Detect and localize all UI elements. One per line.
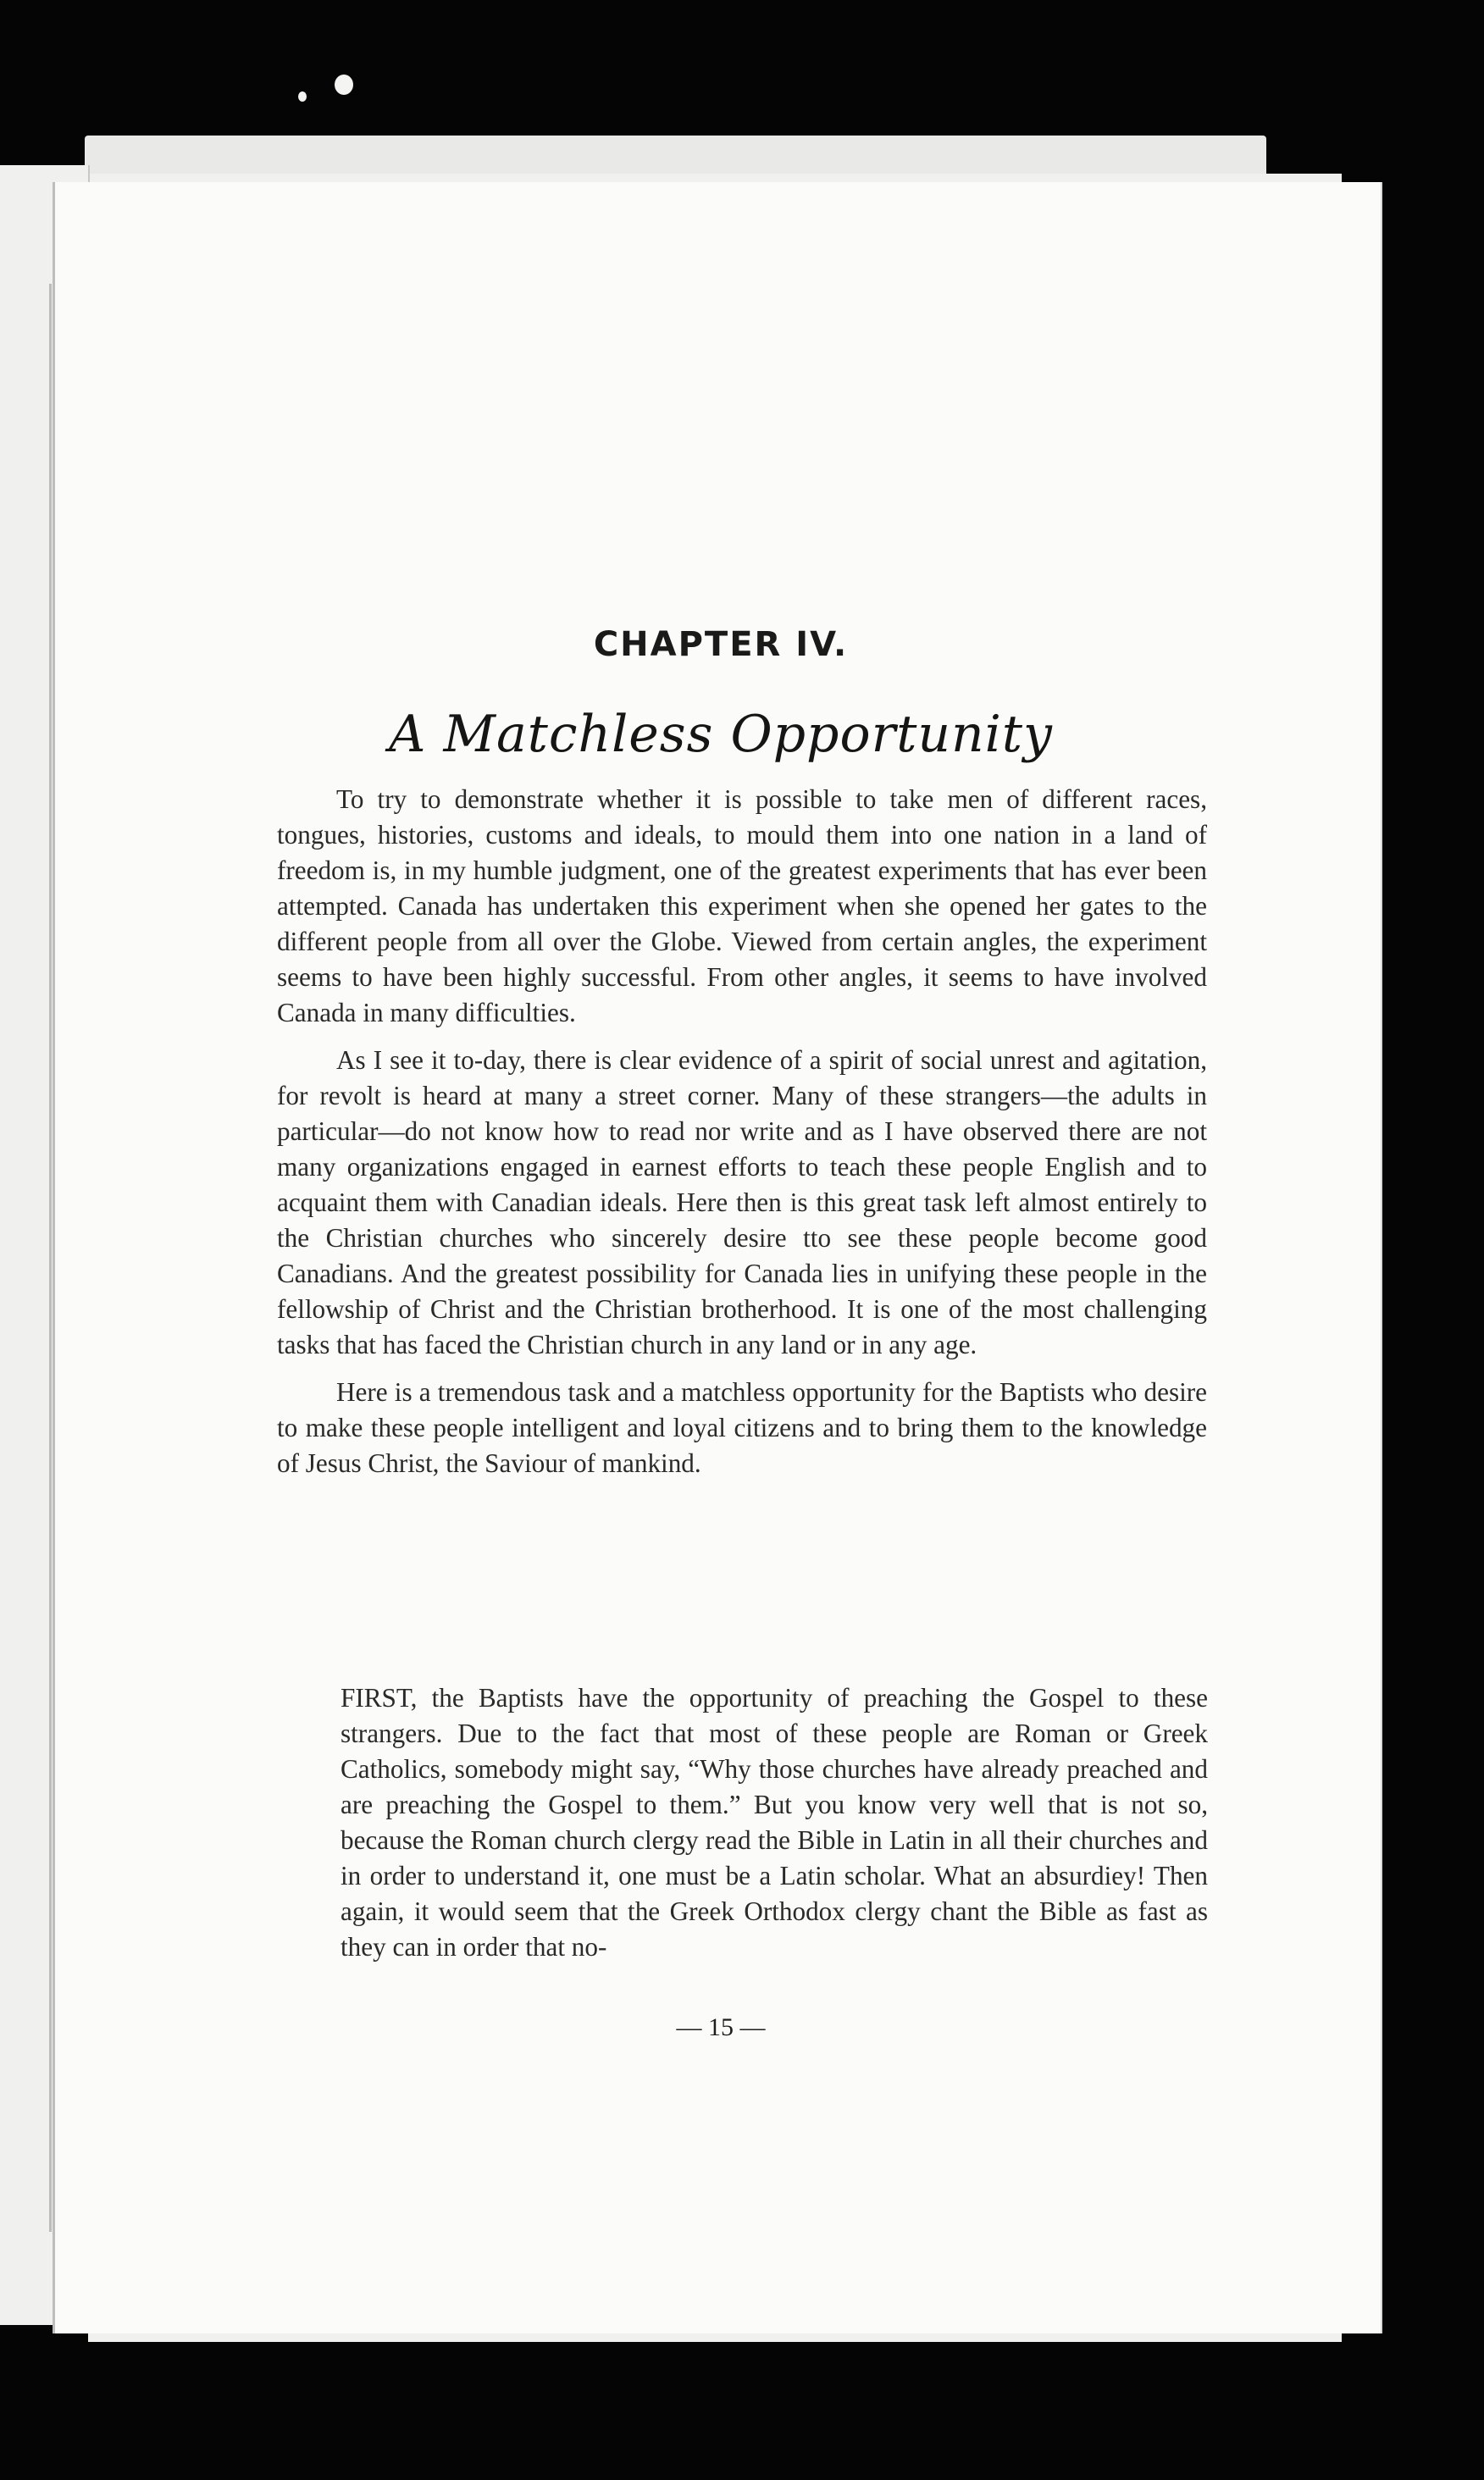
body-text	[277, 782, 1207, 1493]
chapter-title: A Matchless Opportunity	[389, 705, 1053, 764]
indented-paragraph-block	[341, 1680, 1208, 1965]
dust-speck	[335, 75, 353, 95]
paragraph: FIRST, the Baptists have the opportunity of preaching the Gospel to these strangers. Due to the fact that most of these people are Roman or Greek Catholics, somebody might say, “Why those churches have already preached and are preaching the Gospel to them.” But you know very well that is not so, because the Roman church clergy read the Bible in Latin in all their churches and in order to understand it, one must be a Latin scholar. What an absurdiey! Then again, it would seem that the Greek Orthodox clergy chant the Bible as fast as they can in order that no-	[341, 1683, 1208, 1962]
chapter-heading: CHAPTER IV.	[593, 625, 849, 664]
page-number: — 15 —	[676, 2013, 766, 2041]
paragraph: Here is a tremendous task and a matchless opportunity for the Baptists who desire to make these people intelligent and loyal citizens and to bring them to the knowledge of Jesus Christ, the Saviour of mankind.	[277, 1377, 1207, 1478]
dust-speck	[298, 91, 307, 102]
paragraph: As I see it to-day, there is clear evidence of a spirit of social unrest and agitation, for revolt is heard at many a street corner. Many of these strangers—the adults in particular—do not know how to read nor write and as I have observed there are not many organizations engaged in earnest efforts to teach these people English and to acquaint them with Canadian ideals. Here then is this great task left almost entirely to the Christian churches who sincerely desire tto see these people become good Canadians. And the greatest possibility for Canada lies in unifying these people in the fellowship of Christ and the Christian brotherhood. It is one of the most challenging tasks that has faced the Christian church in any land or in any age.	[277, 1045, 1207, 1359]
paragraph: To try to demonstrate whether it is possible to take men of different races, tongues, histories, customs and ideals, to mould them into one nation in a land of freedom is, in my humble judgment, one of the greatest experiments that has ever been attempted. Canada has undertaken this experiment when she opened her gates to the different people from all over the Globe. Viewed from certain angles, the experiment seems to have been highly successful. From other angles, it seems to have involved Canada in many difficulties.	[277, 784, 1207, 1027]
